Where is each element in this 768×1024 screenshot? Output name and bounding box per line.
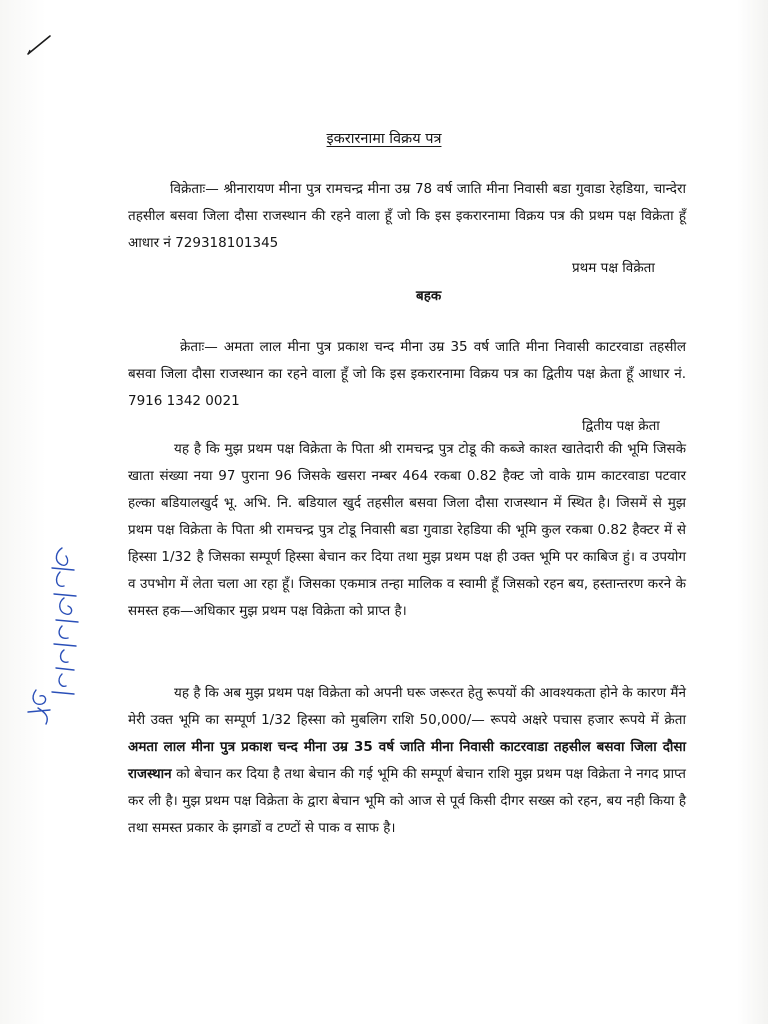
- document-title: इकरारनामा विक्रय पत्र: [326, 131, 442, 147]
- land-description-paragraph: यह है कि मुझ प्रथम पक्ष विक्रेता के पिता श्री रामचन्द्र पुत्र टोडू की कब्जे काश्त खातेदारी की भूमि जिसके खाता संख्या नया 97 पुराना 96 जिसके खसरा नम्बर 464 रकबा 0.82 हैक्ट जो वाके ग्राम काटरवाडा पटवार हल्का बडियालखुर्द भू. अभि. नि. बडियाल खुर्द तहसील बसवा जिला दौसा राजस्थान में स्थित है। जिसमें से मुझ प्रथम पक्ष विक्रेता के पिता श्री रामचन्द्र पुत्र टोडू निवासी बडा गुवाडा रेहडिया की भूमि कुल रकबा 0.82 हैक्टर में से हिस्सा 1/32 है जिसका सम्पूर्ण हिस्सा बेचान कर दिया तथा मुझ प्रथम पक्ष ही उक्त भूमि पर काबिज हुं। व उपयोग व उपभोग में लेता चला आ रहा हूँ। जिसका एकमात्र तन्हा मालिक व स्वामी हूँ जिसको रहन बय, हस्तान्तरण करने के समस्त हक—अधिकार मुझ प्रथम पक्ष विक्रेता को प्राप्त है।: [128, 441, 686, 619]
- buyer-details-bold: अमता लाल मीना पुत्र प्रकाश चन्द मीना उम्र 35 वर्ष जाति मीना निवासी काटरवाडा तहसील बसवा जिला दौसा राजस्थान: [128, 739, 686, 782]
- behak-heading: बहक: [416, 288, 442, 304]
- seller-paragraph: विक्रेताः— श्रीनारायण मीना पुत्र रामचन्द्र मीना उम्र 78 वर्ष जाति मीना निवासी बडा गुवाडा रेहडिया, चान्देरा तहसील बसवा जिला दौसा राजस्थान की रहने वाला हूँ जो कि इस इकरारनामा विक्रय पत्र की प्रथम पक्ष विक्रेता हूँ आधार नं 729318101345: [128, 181, 686, 251]
- buyer-label: द्वितीय पक्ष क्रेता: [582, 418, 660, 434]
- sale-paragraph-end: को बेचान कर दिया है तथा बेचान की गई भूमि की सम्पूर्ण बेचान राशि मुझ प्रथम पक्ष विक्रेता ने नगद प्राप्त कर ली है। मुझ प्रथम पक्ष विक्रेता के द्वारा बेचान भूमि को आज से पूर्व किसी दीगर सख्स को रहन, बय नही किया है तथा समस्त प्रकार के झगडों व टण्टों से पाक व साफ है।: [128, 766, 686, 836]
- sale-paragraph-start: यह है कि अब मुझ प्रथम पक्ष विक्रेता को अपनी घरू जरूरत हेतु रूपयों की आवश्यकता होने के कारण मैंने मेरी उक्त भूमि का सम्पूर्ण 1/32 हिस्सा को मुबलिग राशि 50,000/— रूपये अक्षरे पचास हजार रूपये में क्रेता: [128, 685, 686, 728]
- handwritten-signature: [16, 540, 86, 730]
- sale-paragraph: [128, 680, 686, 842]
- pen-mark-icon: [24, 30, 54, 60]
- buyer-paragraph: क्रेताः— अमता लाल मीना पुत्र प्रकाश चन्द मीना उम्र 35 वर्ष जाति मीना निवासी काटरवाडा तहसील बसवा जिला दौसा राजस्थान का रहने वाला हूँ जो कि इस इकरारनामा विक्रय पत्र का द्वितीय पक्ष क्रेता हूँ आधार नं. 7916 1342 0021: [128, 339, 686, 409]
- seller-label: प्रथम पक्ष विक्रेता: [572, 260, 655, 276]
